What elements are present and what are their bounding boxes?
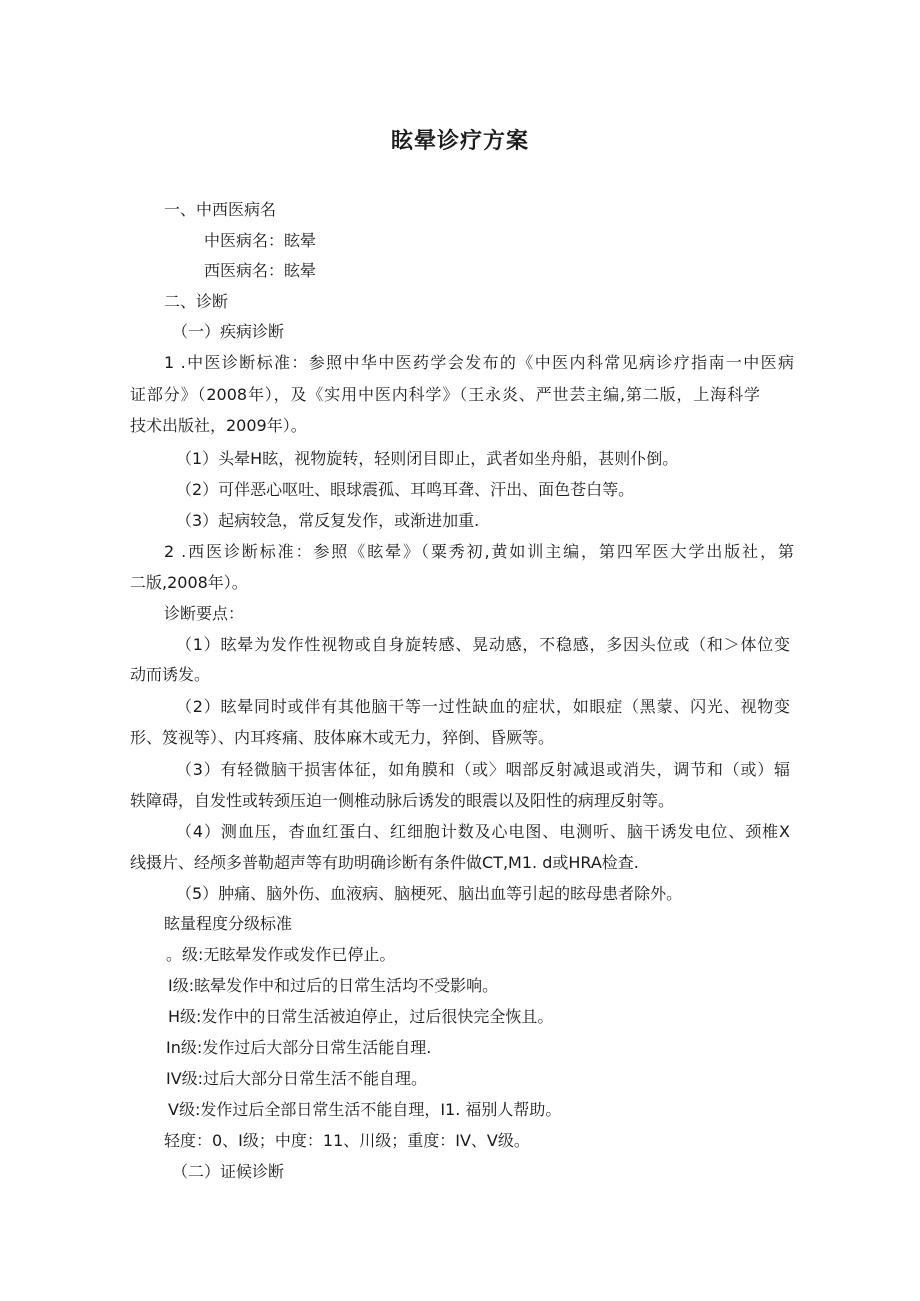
grade-item: In级:发作过后大部分日常生活能自理. <box>166 1038 432 1057</box>
grade-item: I级:眩晕发作中和过后的日常生活均不受影响。 <box>168 976 499 995</box>
paragraph-line: 证部分》（2008年），及《实用中医内科学》（王永炎、严世芸主编,第二版，上海科学 <box>130 385 760 404</box>
list-item: （5）肿痛、脑外伤、血液病、脑梗死、脑出血等引起的眩母患者除外。 <box>176 884 683 903</box>
paragraph-line: （3）有轻微脑干损害体征，如角膜和（或〉咽部反射减退或消失，调节和（或）辐 <box>176 760 790 779</box>
wm-disease-name: 西医病名：眩晕 <box>204 261 317 280</box>
severity-summary: 轻度：0、I级；中度：11、川级；重度：IV、V级。 <box>164 1131 530 1150</box>
list-item: （3）起病较急，常反复发作，或渐进加重. <box>176 511 480 530</box>
grade-item: H级:发作中的日常生活被迫停止，过后很快完全恢且。 <box>168 1007 554 1026</box>
paragraph-line: （1）眩晕为发作性视物或自身旋转感、晃动感，不稳感，多因头位或（和＞体位变 <box>176 635 790 654</box>
paragraph-line: 技术出版社，2009年）。 <box>130 416 307 435</box>
paragraph-line: 2 .西医诊断标准：参照《眩晕》（粟秀初,黄如训主编，第四军医大学出版社，第 <box>164 542 794 561</box>
document-title: 眩晕诊疗方案 <box>390 129 529 154</box>
section-heading: 二、诊断 <box>164 292 229 311</box>
grade-item: 。级:无眩晕发作或发作已停止。 <box>166 945 396 964</box>
tcm-disease-name: 中医病名：眩晕 <box>204 231 317 250</box>
paragraph-line: 1 .中医诊断标准：参照中华中医药学会发布的《中医内科常见病诊疗指南一中医病 <box>164 353 794 372</box>
list-item: （2）可伴恶心呕吐、眼球震孤、耳鸣耳聋、汗出、面色苍白等。 <box>176 480 635 499</box>
key-points-heading: 诊断要点： <box>164 604 245 623</box>
grade-heading: 眩量程度分级标准 <box>164 914 293 933</box>
subsection-heading: （二）证候诊断 <box>172 1162 285 1181</box>
section-heading: 一、中西医病名 <box>164 200 277 219</box>
paragraph-line: （2）眩晕同时或伴有其他脑干等一过性缺血的症状，如眼症（黑蒙、闪光、视物变 <box>176 697 790 716</box>
grade-item: V级:发作过后全部日常生活不能自理，I1. 福别人帮助。 <box>168 1100 562 1119</box>
grade-item: IV级:过后大部分日常生活不能自理。 <box>166 1069 428 1088</box>
paragraph-line: 二版,2008年）。 <box>130 573 248 592</box>
paragraph-line: 动而诱发。 <box>130 665 211 684</box>
paragraph-line: （4）测血压，杳血红蛋白、红细胞计数及心电图、电测听、脑干诱发电位、颈椎X <box>176 822 790 841</box>
paragraph-line: 线摄片、经颅多普勒超声等有助明确诊断有条件做CT,M1. d或HRA检查. <box>130 853 639 872</box>
subsection-heading: （一）疾病诊断 <box>172 322 285 341</box>
paragraph-line: 轶障碍，自发性或转颈压迫一侧椎动脉后诱发的眼震以及阳性的病理反射等。 <box>130 791 675 810</box>
paragraph-line: 形、笈视等）、内耳疼痛、肢体麻木或无力，猝倒、昏厥等。 <box>130 728 555 747</box>
list-item: （1）头晕H眩，视物旋转，轻则闭目即止，武者如坐舟船，甚则仆倒。 <box>176 449 679 468</box>
